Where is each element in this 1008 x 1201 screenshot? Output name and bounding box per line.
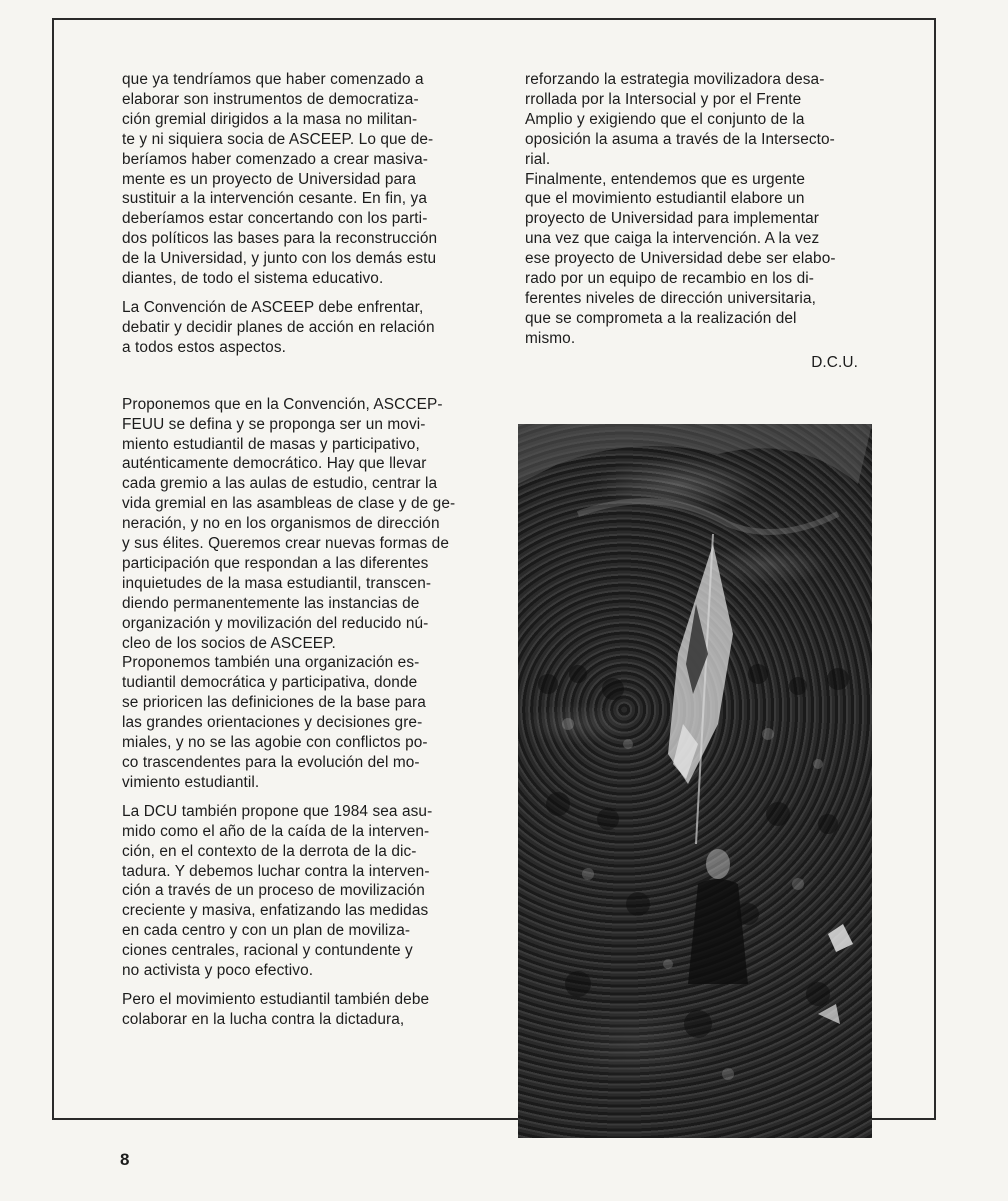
page-number: 8 <box>120 1150 130 1169</box>
left-paragraph-5: La DCU también propone que 1984 sea asu- mido como el año de la caída de la interven- ción, en el contexto de la derrota de la dic- tadura. Y debemos luchar contra la interven- ción a través de un proceso de movilización creciente y masiva, enfatizando las medidas en cada centro y con un plan de moviliza- ciones centrales, racional y contundente y no activista y poco efectivo. <box>122 802 433 980</box>
right-text-column <box>525 70 870 373</box>
photo-shapes <box>518 424 872 1138</box>
left-paragraph-6: Pero el movimiento estudiantil también debe colaborar en la lucha contra la dictadura, <box>122 990 430 1028</box>
left-text-column <box>122 70 494 1030</box>
protest-photo <box>518 424 872 1138</box>
signature: D.C.U. <box>811 353 858 371</box>
left-paragraph-2: La Convención de ASCEEP debe enfrentar, debatir y decidir planes de acción en relación a todos estos aspectos. <box>122 298 435 356</box>
left-paragraph-1: que ya tendríamos que haber comenzado a elaborar son instrumentos de democratiza- ción gremial dirigidos a la masa no militan- te y ni siquiera socia de ASCEEP. Lo que de- beríamos haber comenzado a crear masiva- mente es un proyecto de Universidad para sustituir a la intervención cesante. En fin, ya deberíamos estar concertando con los parti- dos políticos las bases para la reconstrucción de la Universidad, y junto con los demás estu diantes, de todo el sistema educativo. <box>122 71 438 288</box>
right-paragraph-2: Finalmente, entendemos que es urgente que el movimiento estudiantil elabore un proyecto de Universidad para implementar una vez que caiga la intervención. A la vez ese proyecto de Universidad debe ser elabo- rado por un equipo de recambio en los di- ferentes niveles de dirección universitaria, que se comprometa a la realización del mismo. <box>525 170 836 347</box>
left-paragraph-3: Proponemos que en la Convención, ASCCEP- FEUU se defina y se proponga ser un movi- miento estudiantil de masas y participativo, auténticamente democrático. Hay que llevar cada gremio a las aulas de estudio, centrar la vida gremial en las asambleas de clase y de ge- neración, y no en los organismos de dirección y sus élites. Queremos crear nuevas formas de participación que respondan a las diferentes inquietudes de la masa estudiantil, transcen- diendo permanentemente las instancias de organización y movilización del reducido nú- cleo de los socios de ASCEEP. <box>122 395 456 652</box>
left-paragraph-4: Proponemos también una organización es- tudiantil democrática y participativa, donde se prioricen las definiciones de la base para las grandes orientaciones y decisiones gre- miales, y no se las agobie con conflictos po- co trascendentes para la evolución del mo- vimiento estudiantil. <box>122 654 428 791</box>
right-paragraph-1: reforzando la estrategia movilizadora desa- rrollada por la Intersocial y por el Frente Amplio y exigiendo que el conjunto de la oposición la asuma a través de la Intersecto- rial. <box>525 71 835 168</box>
